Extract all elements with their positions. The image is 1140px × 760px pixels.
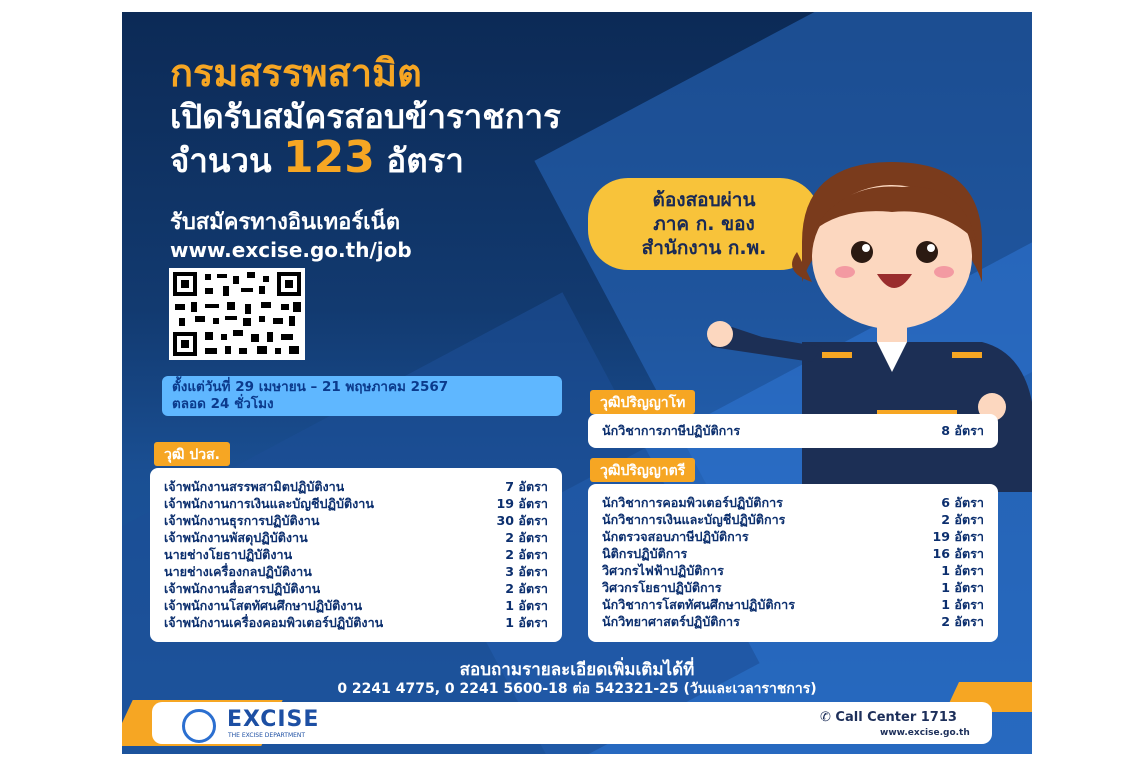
list-item	[602, 511, 984, 528]
position-name: วิศวกรไฟฟ้าปฏิบัติการ	[602, 563, 724, 578]
list-item	[164, 614, 548, 631]
position-count: 1 อัตรา	[941, 580, 984, 595]
position-count: 3 อัตรา	[505, 564, 548, 579]
apply-url-link[interactable]: www.excise.go.th/job	[170, 238, 412, 262]
call-center-text: ✆ Call Center 1713	[820, 710, 957, 725]
list-item	[602, 579, 984, 596]
bachelor-panel	[588, 484, 998, 642]
position-count: 1 อัตรา	[941, 597, 984, 612]
position-count: 1 อัตรา	[505, 598, 548, 613]
apply-online-text: รับสมัครทางอินเทอร์เน็ต	[170, 210, 400, 235]
position-name: นิติกรปฏิบัติการ	[602, 546, 688, 561]
poster-title: กรมสรรพสามิต	[170, 51, 422, 95]
masters-degree-tag: วุฒิปริญญาโท	[590, 390, 695, 414]
masters-panel	[588, 414, 998, 448]
list-item	[164, 495, 548, 512]
application-date-range	[162, 376, 562, 416]
list-item	[164, 580, 548, 597]
brand-subtitle: THE EXCISE DEPARTMENT	[228, 732, 306, 739]
position-count: 30 อัตรา	[496, 513, 548, 528]
hours-line: ตลอด 24 ชั่วโมง	[172, 396, 274, 412]
position-name: นักตรวจสอบภาษีปฏิบัติการ	[602, 529, 749, 544]
position-name: เจ้าพนักงานสรรพสามิตปฏิบัติงาน	[164, 479, 345, 494]
list-item	[602, 596, 984, 613]
list-item	[164, 546, 548, 563]
position-count: 1 อัตรา	[505, 615, 548, 630]
list-item	[164, 597, 548, 614]
position-name: นายช่างโยธาปฏิบัติงาน	[164, 547, 293, 562]
position-name: เจ้าพนักงานธุรการปฏิบัติงาน	[164, 513, 320, 528]
position-count: 19 อัตรา	[496, 496, 548, 511]
list-item	[602, 528, 984, 545]
qr-code-icon[interactable]	[169, 268, 305, 360]
position-count: 2 อัตรา	[505, 530, 548, 545]
position-name: นักวิชาการภาษีปฏิบัติการ	[602, 423, 741, 438]
position-name: เจ้าพนักงานสื่อสารปฏิบัติงาน	[164, 581, 321, 596]
vocational-degree-tag: วุฒิ ปวส.	[154, 442, 230, 466]
recruitment-poster	[122, 12, 1032, 754]
bubble-line: สำนักงาน ก.พ.	[641, 237, 767, 259]
position-name: วิศวกรโยธาปฏิบัติการ	[602, 580, 722, 595]
brand-logo: EXCISE	[227, 707, 320, 732]
position-count: 6 อัตรา	[941, 495, 984, 510]
list-item	[602, 494, 984, 511]
position-count: 16 อัตรา	[932, 546, 984, 561]
poster-subtitle: เปิดรับสมัครสอบข้าราชการ	[170, 97, 561, 136]
position-name: นักวิชาการโสตทัศนศึกษาปฏิบัติการ	[602, 597, 795, 612]
poster-position-count	[170, 132, 464, 187]
position-count: 2 อัตรา	[505, 547, 548, 562]
position-count: 8 อัตรา	[941, 423, 984, 438]
list-item	[602, 613, 984, 630]
position-count: 1 อัตรา	[941, 563, 984, 578]
position-name: นักวิชาการเงินและบัญชีปฏิบัติการ	[602, 512, 786, 527]
vocational-panel	[150, 468, 562, 642]
position-name: เจ้าพนักงานเครื่องคอมพิวเตอร์ปฏิบัติงาน	[164, 615, 384, 630]
count-number: 123	[283, 132, 375, 183]
position-count: 7 อัตรา	[505, 479, 548, 494]
position-name: เจ้าพนักงานโสตทัศนศึกษาปฏิบัติงาน	[164, 598, 363, 613]
list-item	[164, 478, 548, 495]
list-item	[164, 512, 548, 529]
position-name: นักวิทยาศาสตร์ปฏิบัติการ	[602, 614, 740, 629]
footer-url[interactable]: www.excise.go.th	[880, 728, 970, 738]
date-range-line: ตั้งแต่วันที่ 29 เมษายน – 21 พฤษภาคม 2567	[172, 379, 449, 395]
bachelor-degree-tag: วุฒิปริญญาตรี	[590, 458, 695, 482]
contact-phones: 0 2241 4775, 0 2241 5600-18 ต่อ 542321-25 (วันและเวลาราชการ)	[337, 681, 817, 697]
position-count: 2 อัตรา	[505, 581, 548, 596]
list-item	[164, 563, 548, 580]
count-suffix: อัตรา	[386, 141, 464, 180]
list-item	[602, 545, 984, 562]
position-count: 2 อัตรา	[941, 512, 984, 527]
position-name: นักวิชาการคอมพิวเตอร์ปฏิบัติการ	[602, 495, 783, 510]
list-item	[164, 529, 548, 546]
position-name: นายช่างเครื่องกลปฏิบัติงาน	[164, 564, 312, 579]
position-name: เจ้าพนักงานการเงินและบัญชีปฏิบัติงาน	[164, 496, 374, 511]
bubble-line: ต้องสอบผ่าน	[652, 189, 756, 211]
position-count: 19 อัตรา	[932, 529, 984, 544]
position-count: 2 อัตรา	[941, 614, 984, 629]
list-item	[602, 562, 984, 579]
count-prefix: จำนวน	[170, 141, 272, 180]
contact-heading: สอบถามรายละเอียดเพิ่มเติมได้ที่	[459, 660, 695, 680]
position-name: เจ้าพนักงานพัสดุปฏิบัติงาน	[164, 530, 308, 545]
list-item	[602, 422, 984, 439]
bubble-line: ภาค ก. ของ	[653, 213, 755, 235]
department-seal-icon	[182, 709, 216, 743]
